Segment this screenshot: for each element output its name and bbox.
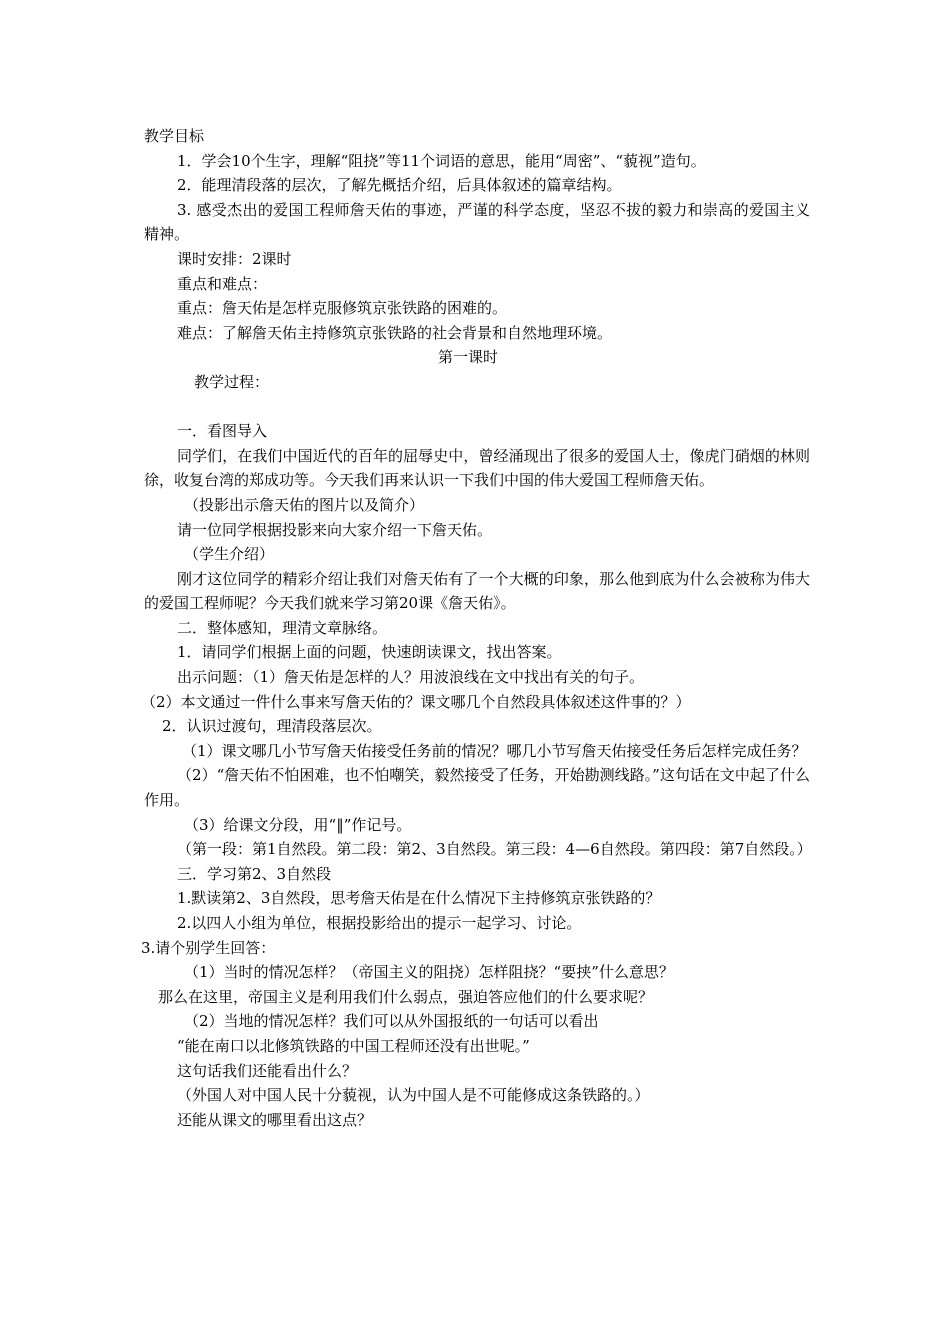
section-1-heading: 一．看图导入 [177, 422, 268, 441]
heading-teaching-goals: 教学目标 [144, 127, 205, 145]
section-3-heading: 三．学习第2、3自然段 [177, 864, 332, 883]
blank-line [144, 395, 810, 420]
question-2: （2）本文通过一件什么事来写詹天佑的？课文哪几个自然段具体叙述这件事的？） [141, 692, 691, 711]
sub-question-3: （3）给课文分段，用“‖”作记号。 [184, 815, 412, 834]
goal-item-1: 1．学会10个生字，理解“阻挠”等11个词语的意思，能用“周密”、“藐视”造句。 [177, 151, 706, 170]
student-intro-note: （学生介绍） [184, 545, 275, 564]
question-1: 出示问题：（1）詹天佑是怎样的人？用波浪线在文中找出有关的句子。 [177, 668, 645, 687]
intro-paragraph: 同学们，在我们中国近代的百年的屈辱史中，曾经涌现出了很多的爱国人士，像虎门硝烟的林则徐，收复台湾的郑成功等。今天我们再来认识一下我们中国的伟大爱国工程师詹天佑。 [144, 446, 810, 490]
section-3-item-1: 1.默读第2、3自然段，思考詹天佑是在什么情况下主持修筑京张铁路的？ [177, 889, 661, 908]
answer-question-2: （2）当地的情况怎样？我们可以从外国报纸的一句话可以看出 [184, 1012, 599, 1031]
segment-answer: （第一段：第1自然段。第二段：第2、3自然段。第三段：4—6自然段。第四段：第7自然段。） [177, 840, 812, 859]
section-2-item-2: 2．认识过渡句，理清段落层次。 [162, 717, 382, 736]
process-heading: 教学过程： [194, 372, 270, 391]
section-2-heading: 二．整体感知，理清文章脉络。 [177, 618, 388, 637]
projection-note: （投影出示詹天佑的图片以及简介） [184, 495, 425, 514]
lesson-title: 第一课时 [437, 348, 498, 367]
further-question: 还能从课文的哪里看出这点？ [177, 1110, 373, 1129]
section-3-item-3: 3.请个别学生回答： [141, 938, 276, 957]
sub-question-1: （1）课文哪几小节写詹天佑接受任务前的情况？哪几小节写詹天佑接受任务后怎样完成任务？ [182, 741, 807, 760]
quote-answer: （外国人对中国人民十分藐视，认为中国人是不可能修成这条铁路的。） [177, 1086, 650, 1105]
section-2-item-1: 1．请同学们根据上面的问题，快速朗读课文，找出答案。 [177, 643, 562, 662]
answer-question-1: （1）当时的情况怎样？（帝国主义的阻挠）怎样阻挠？“要挟”什么意思？ [184, 963, 674, 982]
goal-item-2: 2．能理清段落的层次，了解先概括介绍，后具体叙述的篇章结构。 [177, 176, 622, 195]
answer-followup: 那么在这里，帝国主义是利用我们什么弱点，强迫答应他们的什么要求呢？ [158, 987, 654, 1006]
key-point: 重点：詹天佑是怎样克服修筑京张铁路的困难的。 [177, 299, 508, 318]
schedule-line: 课时安排：2课时 [177, 249, 292, 268]
quote-question: 这句话我们还能看出什么？ [177, 1061, 358, 1080]
key-points-heading: 重点和难点： [177, 274, 268, 293]
transition-paragraph: 刚才这位同学的精彩介绍让我们对詹天佑有了一个大概的印象，那么他到底为什么会被称为伟大的爱国工程师呢？今天我们就来学习第20课《詹天佑》。 [144, 569, 810, 613]
document-page [141, 124, 812, 1132]
student-intro-prompt: 请一位同学根据投影来向大家介绍一下詹天佑。 [177, 520, 493, 539]
section-3-item-2: 2.以四人小组为单位，根据投影给出的提示一起学习、讨论。 [177, 914, 582, 932]
newspaper-quote: “能在南口以北修筑铁路的中国工程师还没有出世呢。” [177, 1036, 530, 1055]
goal-item-3: 3. 感受杰出的爱国工程师詹天佑的事迹，严谨的科学态度，坚忍不拔的毅力和崇高的爱国主义精神。 [144, 200, 810, 244]
difficult-point: 难点：了解詹天佑主持修筑京张铁路的社会背景和自然地理环境。 [177, 323, 613, 342]
sub-question-2: （2）“詹天佑不怕困难，也不怕嘲笑，毅然接受了任务，开始勘测线路。”这句话在文中起了什么作用。 [144, 766, 810, 810]
